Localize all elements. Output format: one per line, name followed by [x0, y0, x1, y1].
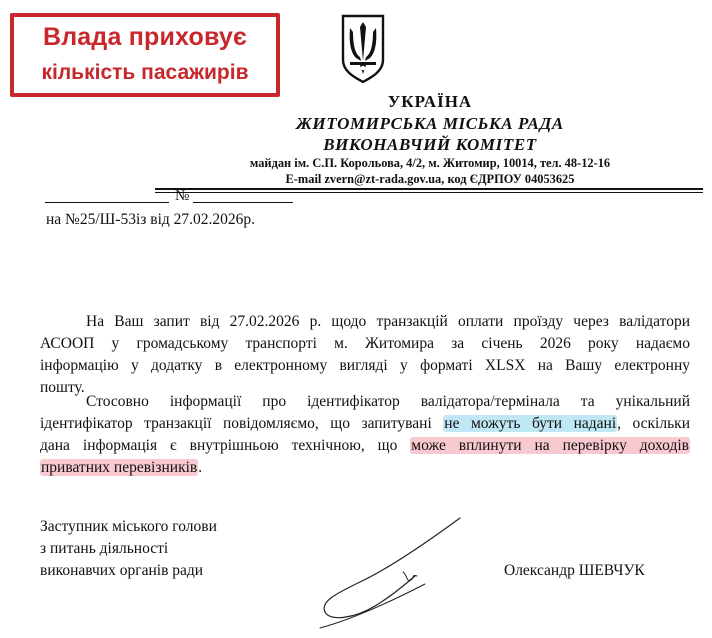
p2-line-2-text-b: , оскільки: [617, 415, 690, 432]
p2-line-1: Стосовно інформації про ідентифікатор валідатора/термінала та унікальний: [86, 393, 690, 410]
highlight-red-1: може вплинути на перевірку доходів: [411, 437, 689, 454]
p2-line-3: [40, 435, 690, 457]
p2-line-3-text-a: дана інформація є внутрішньою технічною, що: [40, 437, 411, 454]
highlight-blue: не можуть бути надані: [444, 415, 617, 432]
signatory-title-3: виконавчих органів ради: [40, 562, 204, 579]
signatory-title-2: з питань діяльності: [40, 540, 169, 557]
header-country: УКРАЇНА: [387, 92, 473, 111]
header-address: майдан ім. С.П. Корольова, 4/2, м. Житомир, 10014, тел. 48-12-16: [249, 156, 611, 170]
header-committee: ВИКОНАВЧИЙ КОМІТЕТ: [323, 135, 537, 154]
header-email: E-mail zvern@zt-rada.gov.ua, код ЄДРПОУ 04053625: [285, 172, 575, 186]
stamp-line-2: кількість пасажирів: [41, 61, 249, 84]
signatory-title-1: Заступник міського голови: [40, 518, 217, 535]
p1-line-4: пошту.: [40, 379, 85, 396]
header-rule-thick: [155, 188, 703, 190]
reference-line: на №25/Ш-53із від 27.02.2026р.: [46, 211, 256, 228]
header-council: ЖИТОМИРСЬКА МІСЬКА РАДА: [296, 114, 564, 133]
p2-line-2: [40, 413, 690, 435]
p2-line-4-text-b: .: [198, 459, 203, 476]
paragraph-2: [40, 391, 690, 479]
p2-line-4: [40, 457, 690, 479]
red-stamp-overlay: [10, 13, 280, 97]
stamp-line-1: Влада приховує: [42, 23, 248, 51]
header-rule-thin: [155, 192, 703, 193]
p1-line-2: АСООП у громадському транспорті м. Житомира за січень 2026 року надаємо: [40, 335, 690, 352]
signatory-name: Олександр ШЕВЧУК: [504, 562, 645, 579]
trident-coat-of-arms-icon: [340, 14, 386, 84]
date-blank-line: [45, 202, 169, 203]
number-blank-line: [193, 202, 293, 203]
paragraph-1: [40, 311, 690, 399]
p2-line-2-text-a: ідентифікатор транзакції повідомляємо, що запитувані: [40, 415, 444, 432]
p1-line-1: На Ваш запит від 27.02.2026 р. щодо транзакцій оплати проїзду через валідатори: [86, 313, 690, 330]
number-sign: №: [175, 188, 190, 204]
highlight-red-2: приватних перевізників: [41, 459, 198, 476]
handwritten-signature: [300, 510, 480, 638]
p1-line-3: інформацію у додатку в електронному вигляді у форматі XLSX на Вашу електронну: [40, 357, 690, 374]
